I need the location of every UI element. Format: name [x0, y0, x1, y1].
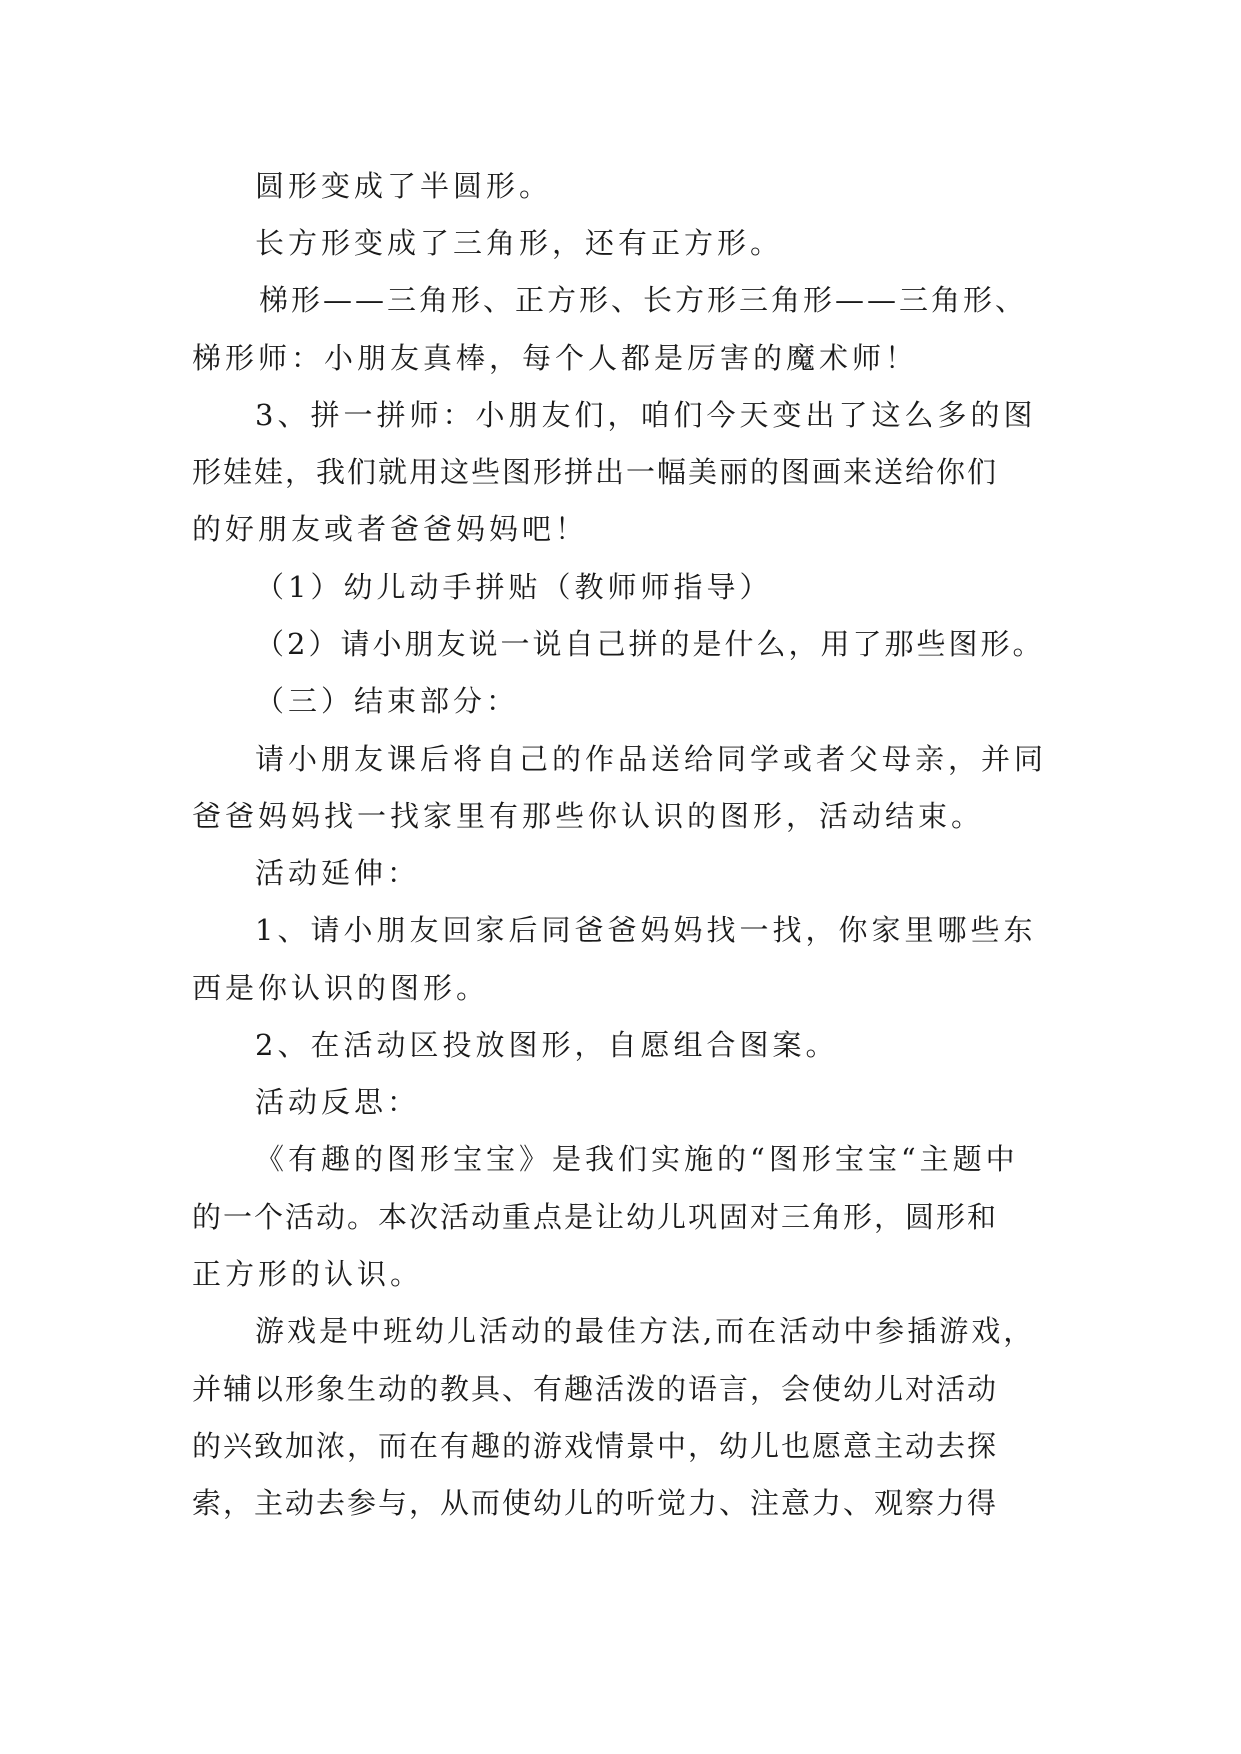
text-line: （三）结束部分：: [255, 684, 520, 718]
text-line: 圆形变成了半圆形。: [255, 169, 553, 203]
text-line: 3、拼一拼师：小朋友们，咱们今天变出了这么多的图: [255, 398, 1037, 432]
text-line: 活动反思：: [255, 1085, 421, 1119]
text-line: 西是你认识的图形。: [192, 971, 490, 1005]
text-line: 并辅以形象生动的教具、有趣活泼的语言，会使幼儿对活动: [192, 1372, 999, 1406]
text-line: 的好朋友或者爸爸妈妈吧！: [192, 512, 589, 546]
text-line: 梯形师：小朋友真棒，每个人都是厉害的魔术师！: [192, 341, 919, 375]
text-line: 形娃娃，我们就用这些图形拼出一幅美丽的图画来送给你们: [192, 455, 999, 489]
text-line: 爸爸妈妈找一找家里有那些你认识的图形，活动结束。: [192, 799, 985, 833]
text-line: 游戏是中班幼儿活动的最佳方法,而在活动中参插游戏，: [255, 1314, 1036, 1348]
text-line: 正方形的认识。: [192, 1257, 424, 1291]
text-line: 的一个活动。本次活动重点是让幼儿巩固对三角形，圆形和: [192, 1200, 999, 1234]
text-line: 长方形变成了三角形，还有正方形。: [255, 226, 784, 260]
text-line: 2、在活动区投放图形，自愿组合图案。: [255, 1028, 839, 1062]
text-line: 活动延伸：: [255, 856, 421, 890]
text-line: （1）幼儿动手拼贴（教师师指导）: [255, 570, 773, 604]
text-line: 的兴致加浓，而在有趣的游戏情景中，幼儿也愿意主动去探: [192, 1429, 999, 1463]
text-line: 请小朋友课后将自己的作品送给同学或者父母亲，并同: [255, 742, 1048, 776]
text-line: 《有趣的图形宝宝》是我们实施的“图形宝宝“主题中: [255, 1142, 1019, 1176]
text-line: 1、请小朋友回家后同爸爸妈妈找一找，你家里哪些东: [255, 913, 1037, 947]
text-line: 索，主动去参与，从而使幼儿的听觉力、注意力、观察力得: [192, 1486, 999, 1520]
text-line: 梯形——三角形、正方形、长方形三角形——三角形、: [259, 283, 1028, 317]
text-line: （2）请小朋友说一说自己拼的是什么，用了那些图形。: [255, 627, 1045, 661]
